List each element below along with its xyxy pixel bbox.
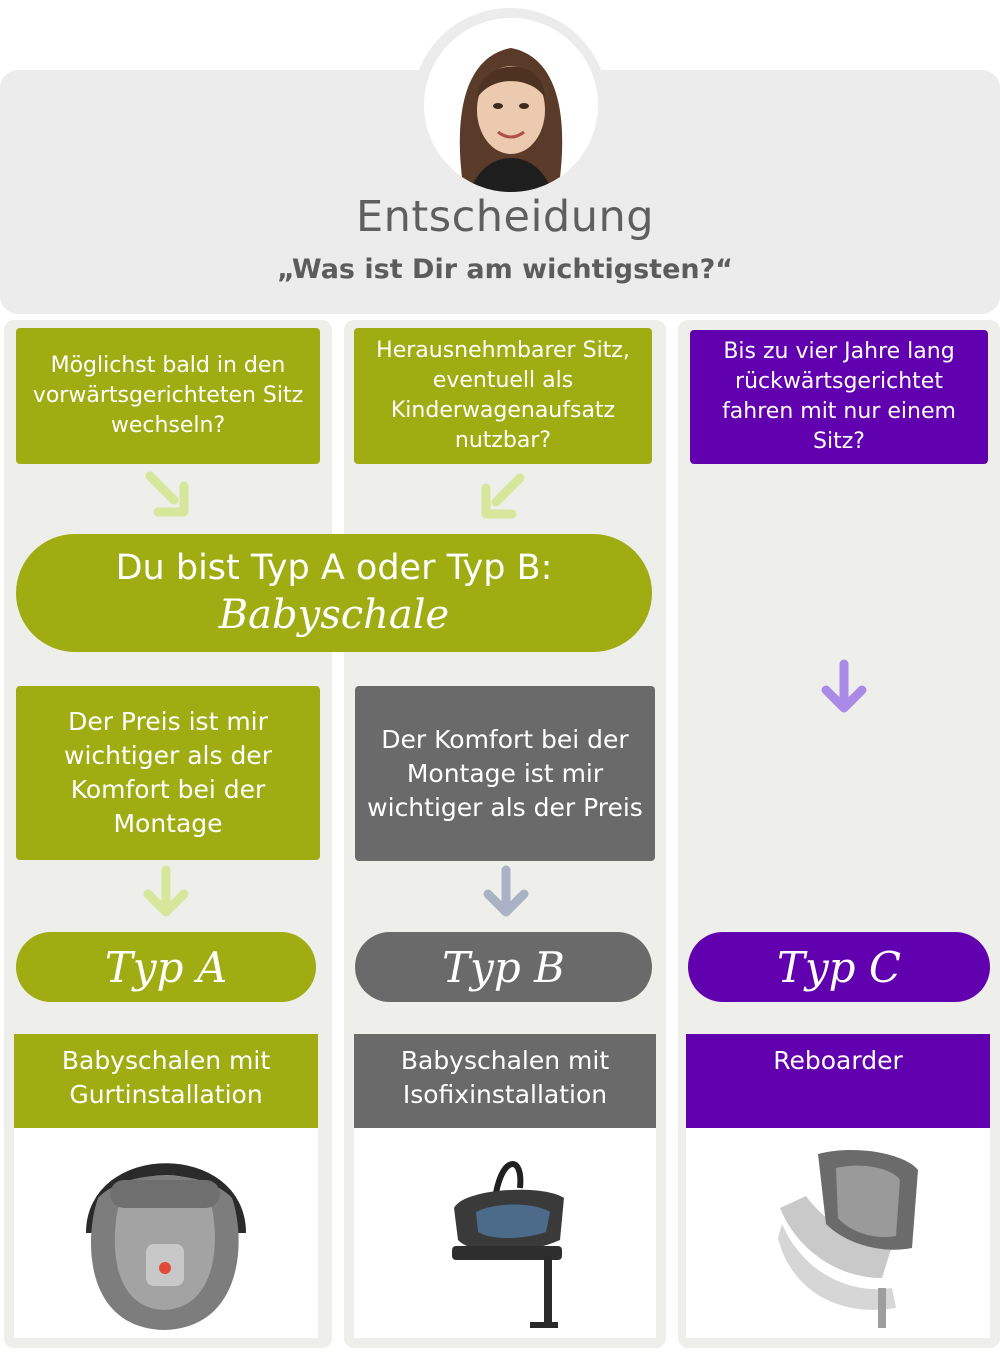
category-isofixinstallation: Babyschalen mit Isofixinstallation	[354, 1034, 656, 1128]
priority-price: Der Preis ist mir wichtiger als der Komfort bei der Montage	[16, 686, 320, 860]
category-gurtinstallation: Babyschalen mit Gurtinstallation	[14, 1034, 318, 1128]
baby-seat-belt-image	[14, 1128, 318, 1338]
question-removable-seat: Herausnehmbarer Sitz, eventuell als Kinderwagenaufsatz nutzbar?	[354, 328, 652, 464]
arrow-down-right-icon	[144, 470, 194, 522]
product-image-area-c	[686, 1128, 990, 1338]
page-title: Entscheidung	[355, 192, 655, 242]
result-pill-line2: Babyschale	[218, 592, 450, 638]
priority-comfort: Der Komfort bei der Montage ist mir wichtiger als der Preis	[355, 686, 655, 861]
result-pill-babyschale	[16, 534, 652, 652]
baby-seat-isofix-image	[354, 1128, 656, 1338]
arrow-down-green-icon	[140, 864, 192, 920]
arrow-down-left-icon	[476, 472, 526, 524]
type-b-pill: Typ B	[355, 932, 652, 1002]
category-reboarder: Reboarder	[686, 1034, 990, 1128]
product-image-area-b	[354, 1128, 656, 1338]
page-subtitle: „Was ist Dir am wichtigsten?“	[276, 254, 734, 285]
question-rear-facing: Bis zu vier Jahre lang rückwärtsgerichtet fahren mit nur einem Sitz?	[690, 330, 988, 464]
question-forward-facing: Möglichst bald in den vorwärtsgerichteten Sitz wechseln?	[16, 328, 320, 464]
product-image-area-a	[14, 1128, 318, 1338]
type-c-pill: Typ C	[688, 932, 990, 1002]
arrow-down-gray-icon	[480, 864, 532, 920]
arrow-down-purple-icon	[818, 658, 870, 716]
result-pill-line1: Du bist Typ A oder Typ B:	[115, 548, 553, 588]
type-a-pill: Typ A	[16, 932, 316, 1002]
reboarder-seat-image	[686, 1128, 990, 1338]
avatar	[424, 18, 598, 192]
